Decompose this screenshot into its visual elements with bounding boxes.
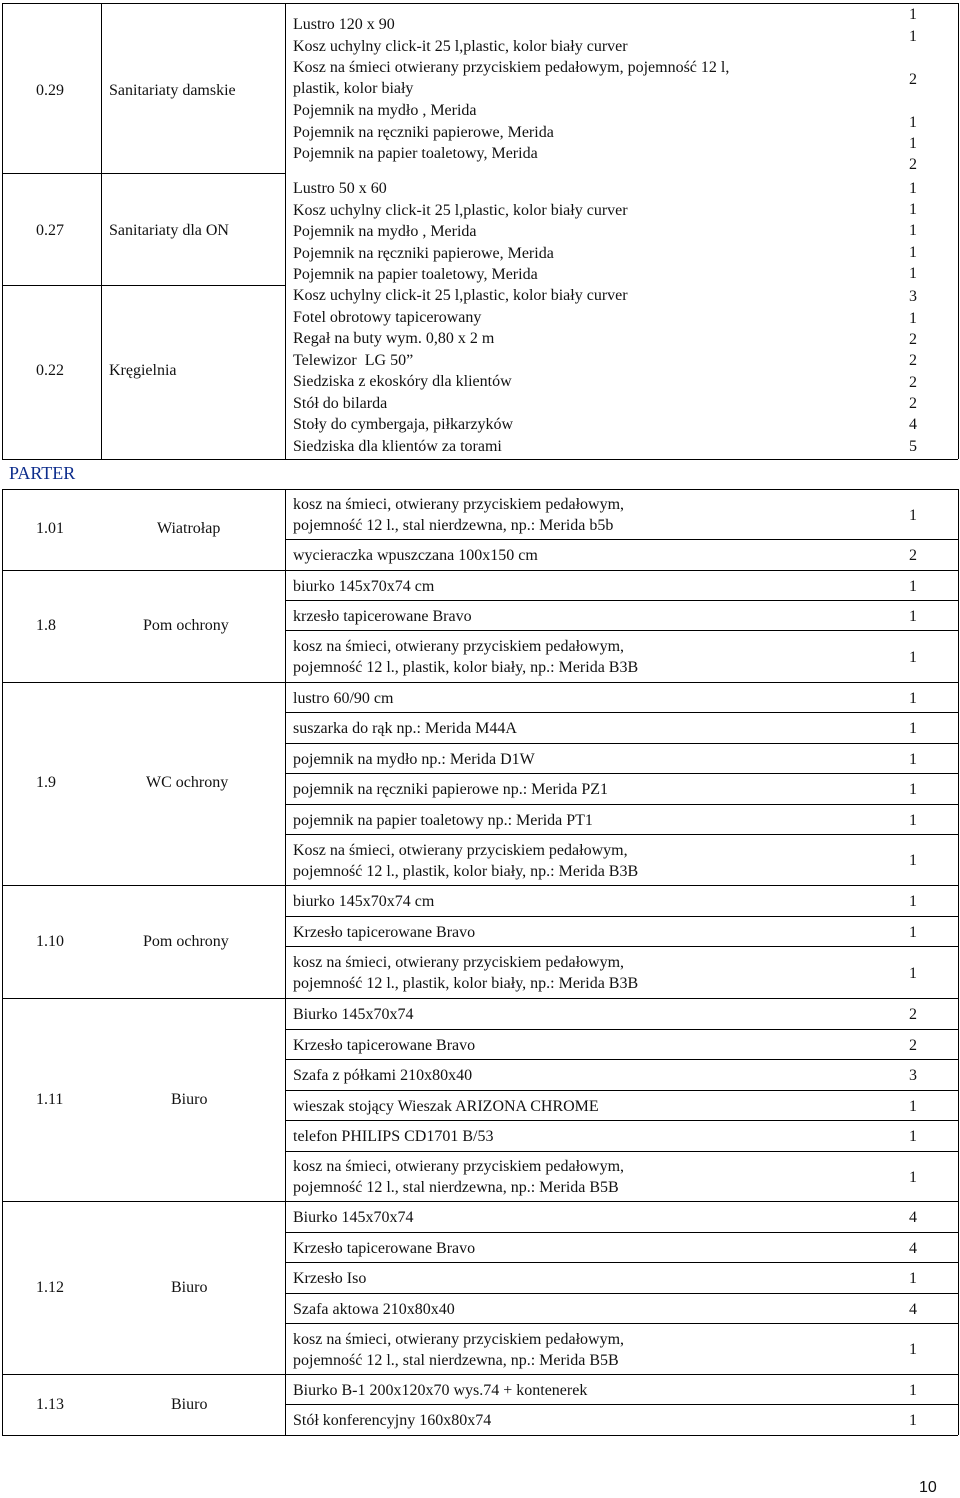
item-quantity: 1 bbox=[909, 1341, 917, 1358]
item-description: Kosz na śmieci, otwierany przyciskiem pedałowym, pojemność 12 l., plastik, kolor biały, np.: Merida B3B bbox=[293, 842, 639, 880]
item-description: Kosz uchylny click-it 25 l,plastic, kolor biały curver bbox=[293, 201, 628, 219]
room-name: Sanitariaty dla ON bbox=[109, 222, 229, 239]
item-description: Krzesło tapicerowane Bravo bbox=[293, 924, 476, 941]
item-description: Pojemnik na ręczniki papierowe, Merida bbox=[293, 244, 554, 262]
item-description: kosz na śmieci, otwierany przyciskiem pedałowym, pojemność 12 l., plastik, kolor biały, np.: Merida B3B bbox=[293, 954, 639, 992]
room-code: 1.8 bbox=[36, 617, 56, 634]
grid-line-h bbox=[285, 1201, 958, 1202]
item-description: pojemnik na papier toaletowy np.: Merida PT1 bbox=[293, 812, 593, 829]
item-quantity: 1 bbox=[909, 180, 917, 197]
item-description: wycieraczka wpuszczana 100x150 cm bbox=[293, 547, 538, 564]
item-description: biurko 145x70x74 cm bbox=[293, 893, 435, 910]
item-quantity: 1 bbox=[909, 578, 917, 595]
room-code: 1.13 bbox=[36, 1396, 64, 1413]
item-quantity: 3 bbox=[909, 288, 917, 305]
item-quantity: 2 bbox=[909, 156, 917, 173]
item-quantity: 2 bbox=[909, 331, 917, 348]
item-quantity: 1 bbox=[909, 608, 917, 625]
room-name: Pom ochrony bbox=[143, 933, 229, 950]
item-description: Szafa z półkami 210x80x40 bbox=[293, 1067, 473, 1084]
item-quantity: 1 bbox=[909, 1270, 917, 1287]
grid-line-h bbox=[2, 998, 285, 999]
grid-line-h bbox=[2, 570, 285, 571]
room-code: 1.11 bbox=[36, 1091, 64, 1108]
item-description: biurko 145x70x74 cm bbox=[293, 578, 435, 595]
room-name: WC ochrony bbox=[146, 774, 229, 791]
grid-line-h bbox=[101, 3, 285, 4]
item-description: Biurko 145x70x74 bbox=[293, 1209, 414, 1226]
item-description: telefon PHILIPS CD1701 B/53 bbox=[293, 1128, 494, 1145]
grid-line-h bbox=[285, 1323, 958, 1324]
grid-line-h bbox=[285, 1151, 958, 1152]
item-description: Siedziska z ekoskóry dla klientów bbox=[293, 373, 512, 390]
item-quantity: 1 bbox=[909, 244, 917, 261]
grid-line-h bbox=[285, 1090, 958, 1091]
item-quantity: 4 bbox=[909, 1240, 917, 1257]
item-description: Stół konferencyjny 160x80x74 bbox=[293, 1412, 492, 1429]
grid-line-h bbox=[101, 173, 285, 174]
grid-line-h bbox=[285, 834, 958, 835]
item-quantity: 1 bbox=[909, 1098, 917, 1115]
grid-line-h bbox=[2, 173, 101, 174]
item-quantity: 1 bbox=[909, 649, 917, 666]
grid-line-h bbox=[285, 804, 958, 805]
grid-line-h bbox=[285, 1293, 958, 1294]
item-description: kosz na śmieci, otwierany przyciskiem pedałowym, pojemność 12 l., stal nierdzewna, np.: Merida B5B bbox=[293, 1331, 625, 1369]
item-description: Kosz uchylny click-it 25 l,plastic, kolor biały curver bbox=[293, 287, 628, 304]
grid-line-h bbox=[2, 459, 101, 460]
item-description: Pojemnik na mydło , Merida bbox=[293, 102, 477, 119]
item-quantity: 2 bbox=[909, 374, 917, 391]
room-name: Pom ochrony bbox=[143, 617, 229, 634]
item-quantity: 1 bbox=[909, 720, 917, 737]
item-quantity: 1 bbox=[909, 924, 917, 941]
grid-line-h bbox=[2, 682, 285, 683]
item-description: Pojemnik na papier toaletowy, Merida bbox=[293, 266, 538, 283]
page-number: 10 bbox=[919, 1479, 937, 1496]
item-quantity: 4 bbox=[909, 1301, 917, 1318]
item-quantity: 1 bbox=[909, 1382, 917, 1399]
grid-line-h bbox=[285, 3, 958, 4]
item-description: Kosz na śmieci otwierany przyciskiem pedałowym, pojemność 12 l, plastik, kolor biały bbox=[293, 59, 730, 97]
item-quantity: 1 bbox=[909, 201, 917, 218]
item-quantity: 4 bbox=[909, 1209, 917, 1226]
room-name: Biuro bbox=[171, 1279, 208, 1296]
item-description: Krzesło Iso bbox=[293, 1270, 367, 1287]
item-quantity: 1 bbox=[909, 812, 917, 829]
grid-line-h bbox=[101, 459, 285, 460]
item-quantity: 1 bbox=[909, 893, 917, 910]
grid-line-h bbox=[2, 3, 101, 4]
grid-line-h bbox=[2, 1374, 285, 1375]
grid-line-h bbox=[285, 489, 958, 490]
item-quantity: 2 bbox=[909, 71, 917, 88]
grid-line-h bbox=[285, 1232, 958, 1233]
item-quantity: 1 bbox=[909, 1412, 917, 1429]
grid-line-h bbox=[2, 1201, 285, 1202]
item-description: Pojemnik na ręczniki papierowe, Merida bbox=[293, 123, 554, 141]
item-quantity: 5 bbox=[909, 438, 917, 455]
room-name: Kręgielnia bbox=[109, 362, 177, 379]
room-code: 1.10 bbox=[36, 933, 64, 950]
item-quantity: 2 bbox=[909, 395, 917, 412]
grid-line-v bbox=[958, 3, 959, 459]
item-description: Lustro 50 x 60 bbox=[293, 180, 387, 197]
item-quantity: 1 bbox=[909, 690, 917, 707]
item-description: lustro 60/90 cm bbox=[293, 690, 394, 707]
grid-line-h bbox=[101, 285, 285, 286]
grid-line-h bbox=[285, 946, 958, 947]
grid-line-h bbox=[2, 885, 285, 886]
item-quantity: 1 bbox=[909, 507, 917, 524]
item-description: krzesło tapicerowane Bravo bbox=[293, 608, 472, 625]
item-description: pojemnik na ręczniki papierowe np.: Merida PZ1 bbox=[293, 781, 609, 798]
item-quantity: 1 bbox=[909, 135, 917, 152]
grid-line-h bbox=[285, 1404, 958, 1405]
grid-line-h bbox=[285, 600, 958, 601]
room-code: 0.27 bbox=[36, 222, 64, 239]
item-quantity: 1 bbox=[909, 1128, 917, 1145]
item-description: Stoły do cymbergaja, piłkarzyków bbox=[293, 416, 514, 433]
grid-line-v bbox=[101, 3, 102, 459]
room-name: Biuro bbox=[171, 1091, 208, 1108]
item-description: Krzesło tapicerowane Bravo bbox=[293, 1240, 476, 1257]
grid-line-h bbox=[285, 916, 958, 917]
grid-line-v bbox=[285, 3, 286, 459]
grid-line-h bbox=[285, 682, 958, 683]
grid-line-h bbox=[285, 998, 958, 999]
item-description: pojemnik na mydło np.: Merida D1W bbox=[293, 751, 535, 768]
grid-line-h bbox=[285, 570, 958, 571]
grid-line-v bbox=[958, 489, 959, 1435]
room-name: Biuro bbox=[171, 1396, 208, 1413]
grid-line-h bbox=[285, 1374, 958, 1375]
grid-line-h bbox=[285, 539, 958, 540]
grid-line-h bbox=[285, 885, 958, 886]
item-description: kosz na śmieci, otwierany przyciskiem pedałowym, pojemność 12 l., stal nierdzewna, np.: Merida b5b bbox=[293, 496, 625, 534]
item-quantity: 2 bbox=[909, 352, 917, 369]
item-description: Fotel obrotowy tapicerowany bbox=[293, 308, 482, 326]
grid-line-h bbox=[285, 1435, 958, 1436]
item-description: Stół do bilarda bbox=[293, 394, 388, 412]
item-description: Siedziska dla klientów za torami bbox=[293, 437, 502, 455]
item-quantity: 2 bbox=[909, 1037, 917, 1054]
item-description: kosz na śmieci, otwierany przyciskiem pedałowym, pojemność 12 l., stal nierdzewna, np.: Merida B5B bbox=[293, 1158, 625, 1196]
room-code: 0.22 bbox=[36, 362, 64, 379]
section-label: PARTER bbox=[9, 463, 76, 483]
item-quantity: 2 bbox=[909, 1006, 917, 1023]
item-quantity: 1 bbox=[909, 751, 917, 768]
room-name: Sanitariaty damskie bbox=[109, 82, 236, 99]
item-description: wieszak stojący Wieszak ARIZONA CHROME bbox=[293, 1098, 599, 1115]
item-quantity: 1 bbox=[909, 1169, 917, 1186]
room-code: 0.29 bbox=[36, 82, 64, 99]
item-description: Regał na buty wym. 0,80 x 2 m bbox=[293, 330, 495, 347]
item-quantity: 1 bbox=[909, 781, 917, 798]
grid-line-h bbox=[285, 630, 958, 631]
item-quantity: 3 bbox=[909, 1067, 917, 1084]
room-code: 1.01 bbox=[36, 520, 64, 537]
grid-line-v bbox=[2, 489, 3, 1435]
item-description: Telewizor LG 50” bbox=[293, 351, 414, 369]
grid-line-h bbox=[2, 1435, 285, 1436]
room-code: 1.12 bbox=[36, 1279, 64, 1296]
item-description: Kosz uchylny click-it 25 l,plastic, kolor biały curver bbox=[293, 37, 628, 55]
item-description: Biurko B-1 200x120x70 wys.74 + kontenerek bbox=[293, 1382, 588, 1399]
grid-line-h bbox=[285, 1262, 958, 1263]
grid-line-h bbox=[285, 1059, 958, 1060]
item-quantity: 1 bbox=[909, 965, 917, 982]
item-description: Biurko 145x70x74 bbox=[293, 1006, 414, 1023]
item-description: Pojemnik na mydło , Merida bbox=[293, 223, 477, 240]
item-quantity: 1 bbox=[909, 852, 917, 869]
item-quantity: 1 bbox=[909, 265, 917, 282]
grid-line-h bbox=[2, 489, 285, 490]
grid-line-h bbox=[285, 459, 958, 460]
grid-line-h bbox=[285, 1029, 958, 1030]
grid-line-h bbox=[285, 712, 958, 713]
item-description: Lustro 120 x 90 bbox=[293, 16, 395, 33]
item-quantity: 1 bbox=[909, 28, 917, 45]
item-description: suszarka do rąk np.: Merida M44A bbox=[293, 720, 517, 737]
item-description: Pojemnik na papier toaletowy, Merida bbox=[293, 145, 538, 162]
item-description: Szafa aktowa 210x80x40 bbox=[293, 1301, 455, 1318]
grid-line-h bbox=[285, 743, 958, 744]
room-code: 1.9 bbox=[36, 774, 56, 791]
grid-line-v bbox=[2, 3, 3, 459]
item-quantity: 1 bbox=[909, 310, 917, 327]
item-quantity: 1 bbox=[909, 114, 917, 131]
item-description: kosz na śmieci, otwierany przyciskiem pedałowym, pojemność 12 l., plastik, kolor biały, np.: Merida B3B bbox=[293, 638, 639, 676]
room-name: Wiatrołap bbox=[157, 520, 221, 537]
item-description: Krzesło tapicerowane Bravo bbox=[293, 1037, 476, 1054]
grid-line-h bbox=[285, 773, 958, 774]
item-quantity: 4 bbox=[909, 416, 917, 433]
item-quantity: 1 bbox=[909, 222, 917, 239]
grid-line-h bbox=[285, 1120, 958, 1121]
item-quantity: 2 bbox=[909, 547, 917, 564]
grid-line-v bbox=[285, 489, 286, 1435]
grid-line-h bbox=[2, 285, 101, 286]
item-quantity: 1 bbox=[909, 6, 917, 23]
